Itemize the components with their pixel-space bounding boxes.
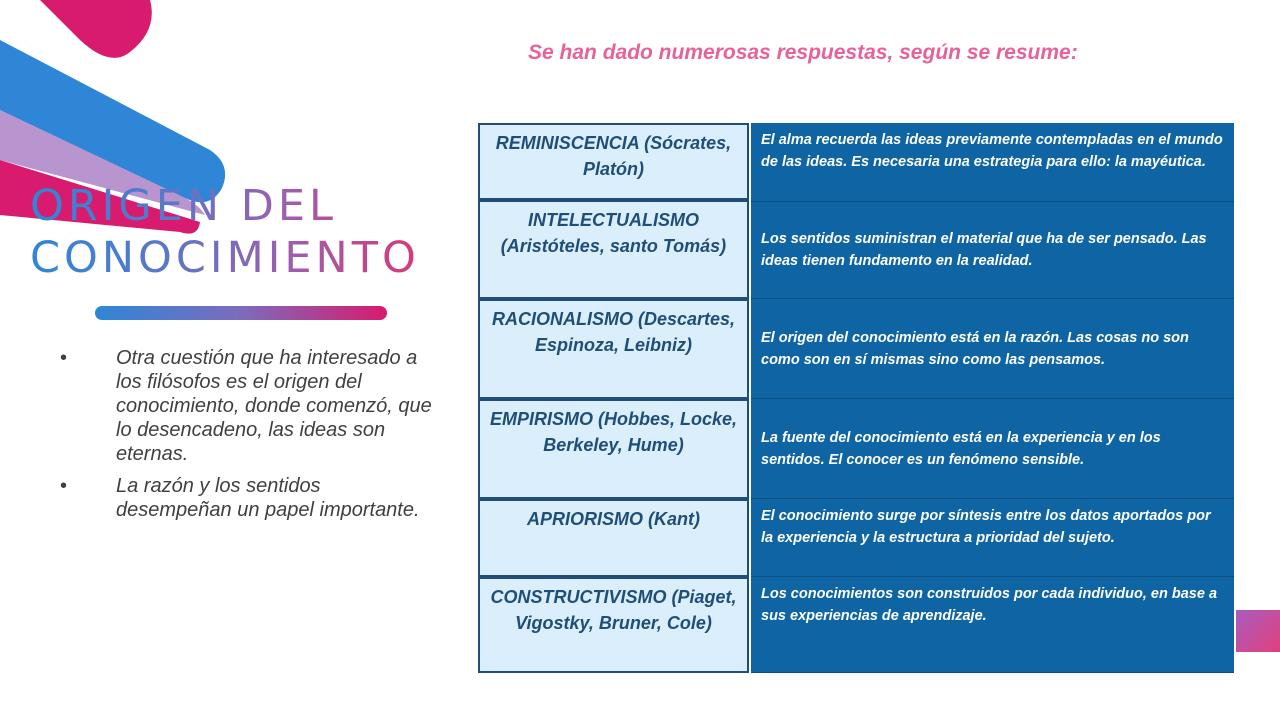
table-row-description: El alma recuerda las ideas previamente contempladas en el mundo de las ideas. Es necesaria una estrategia para ello: la mayéutica. (751, 123, 1234, 202)
title-underline-bar (95, 306, 387, 320)
table-row-term: REMINISCENCIA (Sócrates, Platón) (478, 123, 749, 200)
table-row-description: Los conocimientos son construidos por cada individuo, en base a sus experiencias de aprendizaje. (751, 577, 1234, 673)
bullet-text: La razón y los sentidos desempeñan un papel importante. (116, 475, 420, 521)
table-row-term: RACIONALISMO (Descartes, Espinoza, Leibniz) (478, 299, 749, 399)
table-row-term: APRIORISMO (Kant) (478, 499, 749, 577)
bullet-list (60, 346, 440, 530)
page-title-line-2: CONOCIMIENTO (30, 233, 420, 283)
decorative-square (1236, 610, 1280, 652)
table-row-term: INTELECTUALISMO (Aristóteles, santo Tomás) (478, 200, 749, 299)
table-row-description: El conocimiento surge por síntesis entre los datos aportados por la experiencia y la estructura a prioridad del sujeto. (751, 499, 1234, 577)
bullet-marker: • (60, 475, 68, 497)
page-title-line-1: ORIGEN DEL (30, 181, 337, 231)
table-row-term: EMPIRISMO (Hobbes, Locke, Berkeley, Hume) (478, 399, 749, 499)
table-row-description: Los sentidos suministran el material que ha de ser pensado. Las ideas tienen fundamento en la realidad. (751, 202, 1234, 299)
table-row-description: La fuente del conocimiento está en la experiencia y en los sentidos. El conocer es un fenómeno sensible. (751, 399, 1234, 499)
bullet-item (60, 346, 440, 466)
bullet-text: Otra cuestión que ha interesado a los filósofos es el origen del conocimiento, donde comenzó, que lo desencadeno, las ideas son eternas. (116, 347, 432, 465)
bullet-item (60, 474, 440, 522)
page-title (30, 180, 420, 284)
bullet-marker: • (60, 347, 68, 369)
table-row-term: CONSTRUCTIVISMO (Piaget, Vigostky, Bruner, Cole) (478, 577, 749, 673)
theories-table (478, 123, 1234, 673)
table-row-description: El origen del conocimiento está en la razón. Las cosas no son como son en sí mismas sino como las pensamos. (751, 299, 1234, 399)
subtitle: Se han dado numerosas respuestas, según se resume: (528, 41, 1078, 64)
